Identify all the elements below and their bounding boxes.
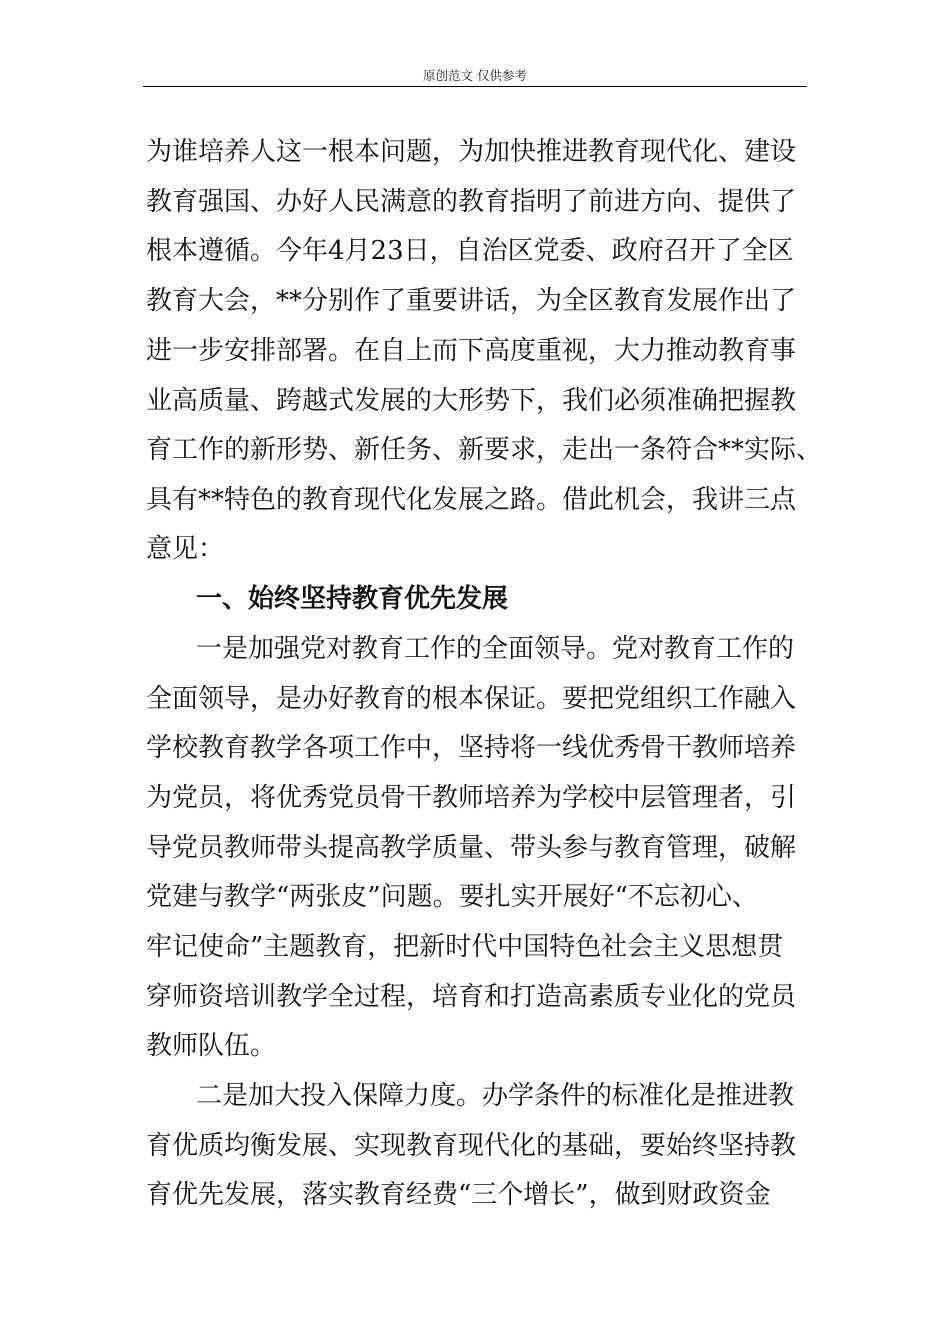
body-line: 育优先发展，落实教育经费“三个增长”，做到财政资金 [146, 1180, 771, 1210]
body-line: 教育强国、办好人民满意的教育指明了前进方向、提供了 [146, 187, 797, 217]
body-line: 为党员，将优秀党员骨干教师培养为学校中层管理者，引 [146, 783, 797, 813]
body-line: 导党员教师带头提高教学质量、带头参与教育管理，破解 [146, 833, 797, 863]
body-line: 意见： [146, 534, 225, 564]
page-header: 原创范文 仅供参考 [143, 66, 807, 87]
section-heading: 一、始终坚持教育优先发展 [196, 584, 509, 614]
body-line: 全面领导，是办好教育的根本保证。要把党组织工作融入 [146, 684, 797, 714]
body-line: 育优质均衡发展、实现教育现代化的基础，要始终坚持教 [146, 1131, 797, 1161]
body-line: 牢记使命”主题教育，把新时代中国特色社会主义思想贯 [146, 932, 784, 962]
body-line: 穿师资培训教学全过程，培育和打造高素质专业化的党员 [146, 982, 797, 1012]
body-line: 业高质量、跨越式发展的大形势下，我们必须准确把握教 [146, 386, 797, 416]
body-line: 教育大会，**分别作了重要讲话，为全区教育发展作出了 [146, 286, 797, 316]
body-line: 为谁培养人这一根本问题，为加快推进教育现代化、建设 [146, 137, 797, 167]
body-line: 党建与教学“两张皮”问题。要扎实开展好“不忘初心、 [146, 882, 758, 912]
body-line: 具有**特色的教育现代化发展之路。借此机会，我讲三点 [146, 485, 797, 515]
body-line: 学校教育教学各项工作中，坚持将一线优秀骨干教师培养 [146, 733, 797, 763]
body-line: 教师队伍。 [146, 1031, 277, 1061]
body-line: 二是加大投入保障力度。办学条件的标准化是推进教 [196, 1081, 795, 1111]
body-line: 育工作的新形势、新任务、新要求，走出一条符合**实际、 [146, 435, 823, 465]
body-line: 根本遵循。今年4月23日，自治区党委、政府召开了全区 [146, 236, 794, 266]
body-line: 一是加强党对教育工作的全面领导。党对教育工作的 [196, 634, 795, 664]
body-line: 进一步安排部署。在自上而下高度重视，大力推动教育事 [146, 336, 797, 366]
